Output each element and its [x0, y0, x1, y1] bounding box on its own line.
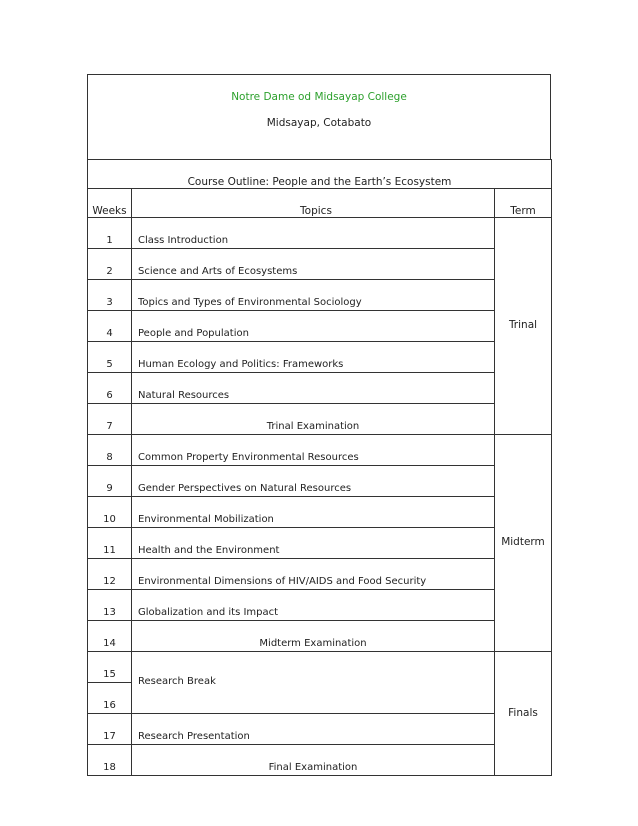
column-header-topics: Topics [132, 189, 495, 218]
topic: People and Population [132, 311, 495, 342]
course-outline-table [87, 159, 552, 776]
topic: Research Presentation [132, 714, 495, 745]
topic: Topics and Types of Environmental Sociology [132, 280, 495, 311]
week-number: 18 [88, 745, 132, 776]
topic: Environmental Dimensions of HIV/AIDS and Food Security [132, 559, 495, 590]
topic: Research Break [132, 652, 495, 714]
college-name: Notre Dame od Midsayap College [231, 91, 407, 103]
table-row [88, 528, 552, 559]
table-title-row [88, 160, 552, 189]
table-row [88, 342, 552, 373]
week-number: 5 [88, 342, 132, 373]
week-number: 13 [88, 590, 132, 621]
course-outline-document [87, 74, 551, 776]
document-header [87, 74, 551, 160]
topic: Health and the Environment [132, 528, 495, 559]
topic: Human Ecology and Politics: Frameworks [132, 342, 495, 373]
table-header-row [88, 189, 552, 218]
table-row [88, 497, 552, 528]
table-row [88, 559, 552, 590]
table-row [88, 218, 552, 249]
week-number: 6 [88, 373, 132, 404]
week-number: 16 [88, 683, 132, 714]
column-header-weeks: Weeks [88, 189, 132, 218]
week-number: 12 [88, 559, 132, 590]
term-finals: Finals [495, 652, 552, 776]
table-row [88, 249, 552, 280]
topic: Environmental Mobilization [132, 497, 495, 528]
column-header-term: Term [495, 189, 552, 218]
week-number: 17 [88, 714, 132, 745]
exam-topic: Midterm Examination [132, 621, 495, 652]
topic: Class Introduction [132, 218, 495, 249]
week-number: 9 [88, 466, 132, 497]
college-location: Midsayap, Cotabato [266, 117, 372, 129]
term-trinal: Trinal [495, 218, 552, 435]
table-row [88, 652, 552, 683]
topic: Science and Arts of Ecosystems [132, 249, 495, 280]
term-midterm: Midterm [495, 435, 552, 652]
table-row [88, 714, 552, 745]
week-number: 3 [88, 280, 132, 311]
topic: Common Property Environmental Resources [132, 435, 495, 466]
week-number: 1 [88, 218, 132, 249]
table-row [88, 590, 552, 621]
week-number: 15 [88, 652, 132, 683]
week-number: 10 [88, 497, 132, 528]
course-title: Course Outline: People and the Earth’s Ecosystem [88, 160, 552, 189]
topic: Gender Perspectives on Natural Resources [132, 466, 495, 497]
exam-topic: Trinal Examination [132, 404, 495, 435]
table-row [88, 280, 552, 311]
week-number: 8 [88, 435, 132, 466]
table-row [88, 311, 552, 342]
topic: Natural Resources [132, 373, 495, 404]
table-row [88, 621, 552, 652]
topic: Globalization and its Impact [132, 590, 495, 621]
table-row [88, 373, 552, 404]
week-number: 7 [88, 404, 132, 435]
table-row [88, 435, 552, 466]
week-number: 2 [88, 249, 132, 280]
week-number: 4 [88, 311, 132, 342]
week-number: 11 [88, 528, 132, 559]
week-number: 14 [88, 621, 132, 652]
exam-topic: Final Examination [132, 745, 495, 776]
table-row [88, 404, 552, 435]
table-row [88, 745, 552, 776]
table-row [88, 466, 552, 497]
